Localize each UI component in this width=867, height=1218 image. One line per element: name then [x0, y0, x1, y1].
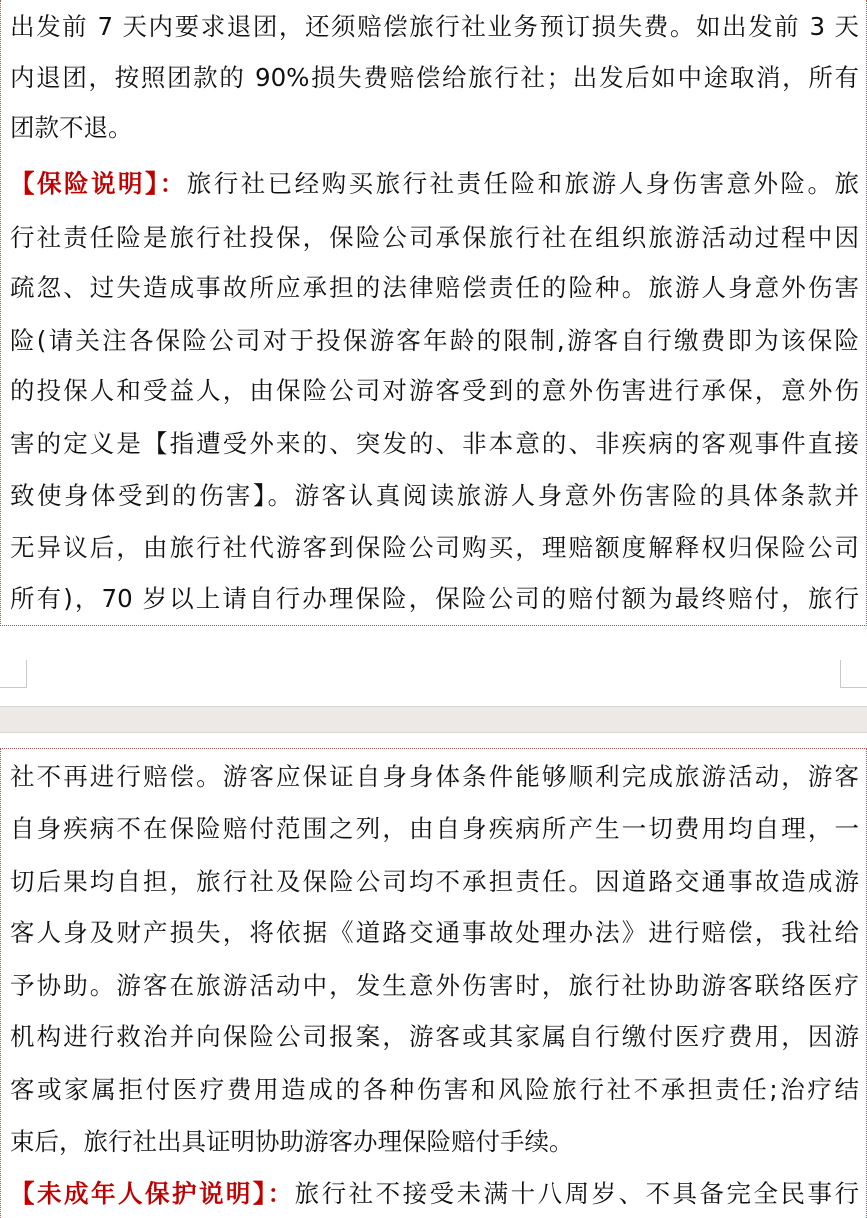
paragraph-line: 切后果均自担，旅行社及保险公司均不承担责任。因道路交通事故造成游 [10, 867, 859, 896]
insurance-first-line-text: 旅行社已经购买旅行社责任险和旅游人身伤害意外险。旅 [186, 169, 860, 198]
minor-protection-heading: 【未成年人保护说明】： [10, 1179, 295, 1208]
insurance-heading: 【保险说明】： [10, 169, 187, 198]
paragraph-line: 出发前 7 天内要求退团，还须赔偿旅行社业务预订损失费。如出发前 3 天 [10, 12, 859, 41]
paragraph-line: 疏忽、过失造成事故所应承担的法律赔偿责任的险种。旅游人身意外伤害 [10, 273, 859, 302]
paragraph-line: 的投保人和受益人，由保险公司对游客受到的意外伤害进行承保，意外伤 [10, 376, 859, 405]
paragraph-line: 团款不退。 [10, 113, 133, 142]
paragraph-line: 社不再进行赔偿。游客应保证自身身体条件能够顺利完成旅游活动，游客 [10, 762, 859, 791]
paragraph-line: 客或家属拒付医疗费用造成的各种伤害和风险旅行社不承担责任;治疗结 [10, 1075, 859, 1104]
page-margin-corner-mark [0, 660, 27, 688]
paragraph-line: 致使身体受到的伤害】。游客认真阅读旅游人身意外伤害险的具体条款并 [10, 481, 859, 510]
paragraph-line: 所有)，70 岁以上请自行办理保险，保险公司的赔付额为最终赔付，旅行 [10, 584, 859, 613]
page-margin-corner-mark [840, 660, 867, 688]
paragraph-line: 内退团，按照团款的 90%损失费赔偿给旅行社；出发后如中途取消，所有 [10, 63, 859, 92]
document-page-2 [0, 733, 867, 1216]
paragraph-line: 束后，旅行社出具证明协助游客办理保险赔付手续。 [10, 1127, 574, 1156]
paragraph-line: 害的定义是【指遭受外来的、突发的、非本意的、非疾病的客观事件直接 [10, 429, 859, 458]
page-break-gap [0, 706, 867, 733]
paragraph-line: 行社责任险是旅行社投保，保险公司承保旅行社在组织旅游活动过程中因 [10, 223, 859, 252]
text-frame-page-2 [0, 748, 867, 1218]
paragraph-line: 险(请关注各保险公司对于投保游客年龄的限制,游客自行缴费即为该保险 [10, 326, 859, 355]
minor-protection-section-first-line [10, 1174, 859, 1214]
insurance-section-first-line [10, 164, 859, 204]
paragraph-line: 自身疾病不在保险赔付范围之列，由自身疾病所产生一切费用均自理，一 [10, 814, 859, 843]
paragraph-line: 客人身及财产损失，将依据《道路交通事故处理办法》进行赔偿，我社给 [10, 918, 859, 947]
paragraph-line: 机构进行救治并向保险公司报案，游客或其家属自行缴付医疗费用，因游 [10, 1022, 859, 1051]
paragraph-line: 予协助。游客在旅游活动中，发生意外伤害时，旅行社协助游客联络医疗 [10, 971, 859, 1000]
minor-protection-first-line-text: 旅行社不接受未满十八周岁、不具备完全民事行 [294, 1179, 860, 1208]
paragraph-line: 无异议后，由旅行社代游客到保险公司购买，理赔额度解释权归保险公司 [10, 533, 859, 562]
